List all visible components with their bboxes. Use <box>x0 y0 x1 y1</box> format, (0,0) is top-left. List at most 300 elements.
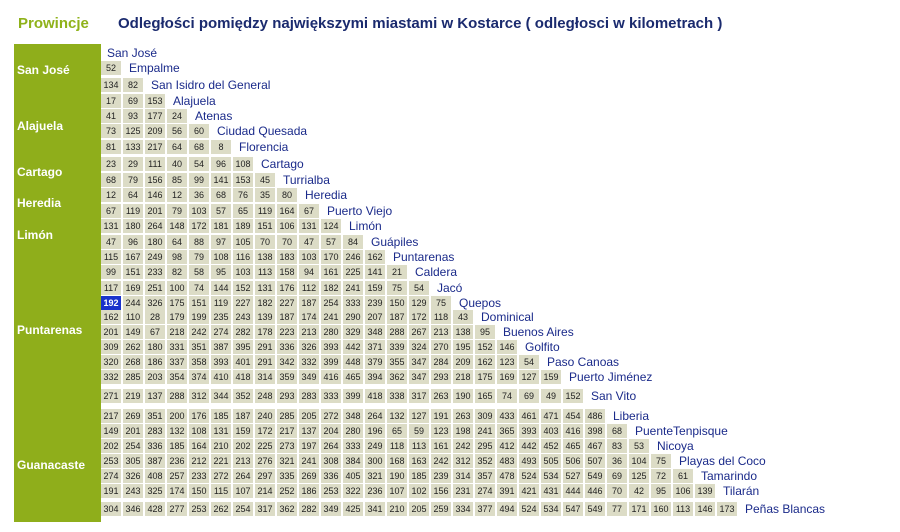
distance-cell: 159 <box>541 370 561 384</box>
distance-cell: 131 <box>255 281 275 295</box>
distance-cell: 317 <box>255 502 275 516</box>
city-label[interactable]: PuenteTenpisque <box>635 424 728 438</box>
distance-cell: 106 <box>673 484 693 498</box>
city-label[interactable]: Ciudad Quesada <box>217 124 308 138</box>
distance-cell: 207 <box>365 310 385 324</box>
distance-cell: 195 <box>453 340 473 354</box>
city-label[interactable]: Puerto Viejo <box>327 204 393 218</box>
distance-cell: 52 <box>101 61 121 75</box>
distance-cell: 67 <box>145 325 165 339</box>
distance-cell: 68 <box>189 140 209 154</box>
distance-cell: 168 <box>387 454 407 468</box>
distance-cell: 505 <box>541 454 561 468</box>
distance-cell: 274 <box>211 325 231 339</box>
distance-cell: 309 <box>475 409 495 423</box>
distance-cell: 151 <box>123 265 143 279</box>
distance-cell: 151 <box>189 296 209 310</box>
distance-cell: 113 <box>255 265 275 279</box>
distance-cell: 134 <box>101 78 121 92</box>
distance-cell: 175 <box>475 370 495 384</box>
distance-cell: 324 <box>409 340 429 354</box>
distance-cell: 82 <box>123 78 143 92</box>
distance-cell: 82 <box>167 265 187 279</box>
distance-cell: 162 <box>475 355 495 369</box>
distance-cell: 76 <box>233 188 253 202</box>
distance-cell: 446 <box>585 484 605 498</box>
distance-cell: 352 <box>233 389 253 403</box>
distance-cell: 506 <box>563 454 583 468</box>
distance-cell: 93 <box>123 109 143 123</box>
distance-cell: 241 <box>475 424 495 438</box>
distance-cell: 401 <box>233 355 253 369</box>
distance-cell: 64 <box>167 140 187 154</box>
distance-cell: 322 <box>343 484 363 498</box>
distance-cell: 204 <box>321 424 341 438</box>
distance-cell: 335 <box>277 469 297 483</box>
distance-cell: 132 <box>387 409 407 423</box>
distance-cell: 431 <box>541 484 561 498</box>
distance-cell: 295 <box>475 439 495 453</box>
distance-cell: 218 <box>167 325 187 339</box>
distance-cell: 454 <box>563 409 583 423</box>
distance-cell: 486 <box>585 409 605 423</box>
province-label: Heredia <box>17 196 62 210</box>
city-label[interactable]: Paso Canoas <box>547 355 620 369</box>
distance-cell: 248 <box>255 389 275 403</box>
distance-cell: 308 <box>321 454 341 468</box>
distance-cell: 326 <box>123 469 143 483</box>
distance-cell: 253 <box>321 484 341 498</box>
distance-cell: 167 <box>123 250 143 264</box>
distance-cell: 218 <box>453 370 473 384</box>
city-label[interactable]: Liberia <box>613 409 650 423</box>
distance-cell: 146 <box>497 340 517 354</box>
distance-cell: 253 <box>189 502 209 516</box>
distance-cell: 467 <box>585 439 605 453</box>
distance-cell: 214 <box>255 484 275 498</box>
distance-cell: 83 <box>607 439 627 453</box>
distance-cell: 200 <box>167 409 187 423</box>
city-label[interactable]: San Vito <box>591 389 637 403</box>
distance-cell: 284 <box>431 355 451 369</box>
distance-cell: 176 <box>277 281 297 295</box>
distance-cell: 273 <box>277 439 297 453</box>
distance-cell: 108 <box>233 157 253 171</box>
distance-cell: 180 <box>145 340 165 354</box>
distance-cell: 352 <box>475 454 495 468</box>
distance-cell: 172 <box>255 424 275 438</box>
distance-cell: 171 <box>629 502 649 516</box>
distance-cell: 119 <box>211 296 231 310</box>
distance-cell: 365 <box>497 424 517 438</box>
distance-cell: 196 <box>365 424 385 438</box>
distance-cell: 448 <box>343 355 363 369</box>
distance-cell: 333 <box>321 389 341 403</box>
distance-cell: 280 <box>343 424 363 438</box>
distance-cell: 99 <box>101 265 121 279</box>
distance-cell: 153 <box>145 94 165 108</box>
distance-cell: 43 <box>453 310 473 324</box>
distance-cell: 191 <box>431 409 451 423</box>
city-label[interactable]: Florencia <box>239 140 289 154</box>
distance-cell: 210 <box>211 439 231 453</box>
distance-cell: 175 <box>167 296 187 310</box>
distance-cell: 161 <box>321 265 341 279</box>
distance-cell: 74 <box>189 281 209 295</box>
distance-cell: 272 <box>211 469 231 483</box>
distance-cell: 199 <box>189 310 209 324</box>
distance-cell: 264 <box>365 409 385 423</box>
distance-cell: 336 <box>145 439 165 453</box>
distance-cell: 107 <box>233 484 253 498</box>
distance-cell: 225 <box>343 265 363 279</box>
distance-cell: 283 <box>299 389 319 403</box>
city-label[interactable]: Cartago <box>261 157 304 171</box>
distance-cell: 177 <box>145 109 165 123</box>
distance-cell: 410 <box>211 370 231 384</box>
distance-cell: 141 <box>365 265 385 279</box>
distance-cell: 80 <box>277 188 297 202</box>
distance-cell: 94 <box>299 265 319 279</box>
distance-cell: 88 <box>189 235 209 249</box>
distance-cell: 210 <box>387 502 407 516</box>
distance-matrix <box>101 0 900 532</box>
city-label[interactable]: Nicoya <box>657 439 694 453</box>
distance-cell: 69 <box>607 469 627 483</box>
city-label[interactable]: Quepos <box>459 296 502 310</box>
distance-cell: 534 <box>541 502 561 516</box>
distance-cell: 263 <box>453 409 473 423</box>
distance-cell: 333 <box>343 296 363 310</box>
distance-cell: 187 <box>233 409 253 423</box>
distance-cell: 162 <box>365 250 385 264</box>
distance-cell: 17 <box>101 94 121 108</box>
distance-cell: 355 <box>387 355 407 369</box>
distance-cell: 242 <box>189 325 209 339</box>
distance-cell: 58 <box>189 265 209 279</box>
city-label[interactable]: Jacó <box>437 281 463 295</box>
distance-cell: 61 <box>673 469 693 483</box>
distance-cell: 103 <box>299 250 319 264</box>
distance-cell: 393 <box>211 355 231 369</box>
distance-cell: 108 <box>189 424 209 438</box>
distance-cell: 132 <box>167 424 187 438</box>
distance-cell: 116 <box>233 250 253 264</box>
distance-cell: 137 <box>145 389 165 403</box>
distance-cell: 493 <box>519 454 539 468</box>
distance-cell: 282 <box>233 325 253 339</box>
distance-cell: 384 <box>343 454 363 468</box>
distance-cell: 344 <box>211 389 231 403</box>
distance-cell: 187 <box>299 296 319 310</box>
distance-cell: 75 <box>431 296 451 310</box>
city-label[interactable]: Atenas <box>195 109 233 123</box>
distance-cell: 182 <box>255 296 275 310</box>
distance-cell: 138 <box>255 250 275 264</box>
distance-cell: 351 <box>189 340 209 354</box>
distance-cell: 285 <box>123 370 143 384</box>
distance-cell: 164 <box>277 204 297 218</box>
distance-cell: 59 <box>409 424 429 438</box>
distance-cell: 112 <box>299 281 319 295</box>
distance-cell: 233 <box>145 265 165 279</box>
distance-cell: 267 <box>409 325 429 339</box>
distance-cell: 180 <box>123 219 143 233</box>
distance-cell: 387 <box>211 340 231 354</box>
city-label[interactable]: Alajuela <box>173 94 216 108</box>
distance-cell: 202 <box>101 439 121 453</box>
distance-cell: 141 <box>211 173 231 187</box>
distance-cell: 236 <box>365 484 385 498</box>
distance-cell: 359 <box>277 370 297 384</box>
distance-cell: 68 <box>211 188 231 202</box>
distance-cell: 72 <box>651 469 671 483</box>
distance-cell: 326 <box>145 296 165 310</box>
distance-cell: 148 <box>167 219 187 233</box>
distance-cell: 274 <box>101 469 121 483</box>
distance-cell: 354 <box>167 370 187 384</box>
distance-cell: 65 <box>233 204 253 218</box>
city-label[interactable]: Puntarenas <box>393 250 455 264</box>
distance-cell: 150 <box>387 296 407 310</box>
distance-cell: 416 <box>563 424 583 438</box>
city-label[interactable]: San Isidro del General <box>151 78 271 92</box>
distance-cell: 524 <box>519 502 539 516</box>
distance-cell: 304 <box>101 502 121 516</box>
distance-cell: 362 <box>387 370 407 384</box>
distance-cell: 549 <box>585 502 605 516</box>
distance-cell: 300 <box>365 454 385 468</box>
distance-cell: 264 <box>145 219 165 233</box>
distance-cell: 152 <box>233 281 253 295</box>
distance-cell: 244 <box>123 296 143 310</box>
distance-cell: 201 <box>101 325 121 339</box>
distance-cell: 36 <box>189 188 209 202</box>
distance-cell: 412 <box>497 439 517 453</box>
distance-cell: 337 <box>167 355 187 369</box>
distance-cell: 161 <box>431 439 451 453</box>
distance-cell: 339 <box>387 340 407 354</box>
distance-cell: 235 <box>211 310 231 324</box>
distance-cell: 320 <box>101 355 121 369</box>
distance-cell: 393 <box>519 424 539 438</box>
distance-cell: 348 <box>343 409 363 423</box>
province-label: San José <box>17 63 70 77</box>
distance-cell: 198 <box>453 424 473 438</box>
distance-cell: 428 <box>145 502 165 516</box>
city-label[interactable]: Turrialba <box>283 173 330 187</box>
city-label[interactable]: Tamarindo <box>701 469 758 483</box>
distance-cell: 118 <box>387 439 407 453</box>
distance-cell: 394 <box>365 370 385 384</box>
distance-cell: 312 <box>189 389 209 403</box>
distance-cell: 125 <box>123 124 143 138</box>
province-label: Guanacaste <box>17 458 86 472</box>
distance-cell: 549 <box>585 469 605 483</box>
distance-cell: 305 <box>123 454 143 468</box>
distance-cell: 314 <box>255 370 275 384</box>
distance-cell: 113 <box>409 439 429 453</box>
distance-cell: 158 <box>277 265 297 279</box>
distance-cell: 181 <box>211 219 231 233</box>
distance-cell: 371 <box>365 340 385 354</box>
distance-cell: 201 <box>123 424 143 438</box>
distance-cell: 191 <box>101 484 121 498</box>
distance-cell: 241 <box>321 310 341 324</box>
city-label[interactable]: Caldera <box>415 265 458 279</box>
distance-cell: 173 <box>717 502 737 516</box>
city-label[interactable]: Playas del Coco <box>679 454 766 468</box>
distance-cell: 117 <box>101 281 121 295</box>
distance-cell: 115 <box>101 250 121 264</box>
distance-cell: 45 <box>255 173 275 187</box>
distance-cell: 336 <box>321 469 341 483</box>
distance-cell: 282 <box>299 502 319 516</box>
distance-cell: 242 <box>431 454 451 468</box>
distance-cell: 156 <box>431 484 451 498</box>
city-label[interactable]: Guápiles <box>371 235 419 249</box>
distance-cell: 137 <box>299 424 319 438</box>
distance-cell: 358 <box>189 355 209 369</box>
distance-cell: 79 <box>167 204 187 218</box>
distance-cell: 64 <box>123 188 143 202</box>
distance-cell: 111 <box>145 157 165 171</box>
distance-cell: 342 <box>277 355 297 369</box>
city-label[interactable]: Golfito <box>525 340 560 354</box>
city-label[interactable]: Empalme <box>129 61 180 75</box>
distance-cell: 36 <box>607 454 627 468</box>
distance-cell: 418 <box>365 389 385 403</box>
distance-cell: 524 <box>519 469 539 483</box>
distance-cell: 8 <box>211 140 231 154</box>
distance-cell: 185 <box>211 409 231 423</box>
distance-cell: 84 <box>343 235 363 249</box>
distance-cell: 465 <box>563 439 583 453</box>
distance-cell: 478 <box>497 469 517 483</box>
distance-cell: 357 <box>475 469 495 483</box>
distance-cell: 399 <box>343 389 363 403</box>
distance-cell: 293 <box>277 389 297 403</box>
distance-cell: 398 <box>585 424 605 438</box>
distance-cell: 374 <box>189 370 209 384</box>
distance-cell: 239 <box>365 296 385 310</box>
distance-cell: 452 <box>541 439 561 453</box>
distance-cell: 288 <box>387 325 407 339</box>
distance-cell: 241 <box>343 281 363 295</box>
distance-cell: 138 <box>453 325 473 339</box>
distance-cell: 74 <box>497 389 517 403</box>
province-sidebar <box>14 44 101 522</box>
distance-cell: 75 <box>387 281 407 295</box>
distance-cell: 262 <box>211 502 231 516</box>
distance-cell: 334 <box>453 502 473 516</box>
distance-cell: 183 <box>277 250 297 264</box>
distance-cell: 403 <box>541 424 561 438</box>
distance-cell: 95 <box>211 265 231 279</box>
distance-cell: 47 <box>101 235 121 249</box>
distance-cell: 264 <box>233 469 253 483</box>
city-label[interactable]: Peñas Blancas <box>745 502 826 516</box>
distance-cell: 107 <box>387 484 407 498</box>
city-label[interactable]: Tilarán <box>723 484 760 498</box>
city-label[interactable]: Heredia <box>305 188 348 202</box>
distance-cell: 325 <box>145 484 165 498</box>
distance-cell: 212 <box>189 454 209 468</box>
distance-cell: 433 <box>497 409 517 423</box>
distance-cell: 153 <box>233 173 253 187</box>
distance-cell: 57 <box>321 235 341 249</box>
distance-cell: 95 <box>651 484 671 498</box>
city-label[interactable]: Dominical <box>481 310 534 324</box>
distance-cell: 139 <box>695 484 715 498</box>
distance-cell: 151 <box>255 219 275 233</box>
distance-cell: 272 <box>321 409 341 423</box>
distance-cell: 53 <box>629 439 649 453</box>
city-label[interactable]: Buenos Aires <box>503 325 574 339</box>
distance-cell: 180 <box>145 235 165 249</box>
distance-cell: 254 <box>233 502 253 516</box>
distance-cell: 314 <box>453 469 473 483</box>
distance-cell: 277 <box>167 502 187 516</box>
distance-cell: 170 <box>321 250 341 264</box>
city-label[interactable]: Puerto Jiménez <box>569 370 653 384</box>
distance-cell: 239 <box>431 469 451 483</box>
distance-cell: 408 <box>145 469 165 483</box>
distance-cell: 346 <box>123 502 143 516</box>
distance-cell: 67 <box>299 204 319 218</box>
distance-cell: 56 <box>167 124 187 138</box>
distance-cell: 290 <box>343 310 363 324</box>
distance-cell: 70 <box>255 235 275 249</box>
distance-cell: 203 <box>145 370 165 384</box>
distance-cell: 129 <box>409 296 429 310</box>
distance-cell: 341 <box>365 502 385 516</box>
distance-cell: 47 <box>299 235 319 249</box>
distance-cell: 77 <box>607 502 627 516</box>
distance-cell: 97 <box>211 235 231 249</box>
distance-cell: 280 <box>321 325 341 339</box>
distance-cell: 219 <box>123 389 143 403</box>
distance-cell: 187 <box>387 310 407 324</box>
distance-cell: 268 <box>123 355 143 369</box>
distance-cell: 127 <box>409 409 429 423</box>
distance-cell: 269 <box>299 469 319 483</box>
distance-cell: 99 <box>189 173 209 187</box>
distance-cell: 96 <box>123 235 143 249</box>
distance-cell: 123 <box>431 424 451 438</box>
distance-cell: 57 <box>211 204 231 218</box>
distance-cell: 274 <box>475 484 495 498</box>
distance-cell: 349 <box>299 370 319 384</box>
distance-cell: 139 <box>255 310 275 324</box>
distance-cell: 217 <box>277 424 297 438</box>
distance-cell: 288 <box>167 389 187 403</box>
distance-cell: 201 <box>145 204 165 218</box>
city-label[interactable]: San José <box>107 46 158 60</box>
distance-cell: 221 <box>211 454 231 468</box>
distance-cell: 271 <box>101 389 121 403</box>
distance-cell: 351 <box>145 409 165 423</box>
distance-cell: 102 <box>409 484 429 498</box>
distance-cell: 165 <box>475 389 495 403</box>
page-title: Odległości pomiędzy największymi miastami w Kostarce ( odległosci w kilometrach ) <box>118 15 723 32</box>
distance-cell: 317 <box>409 389 429 403</box>
distance-cell: 187 <box>277 310 297 324</box>
distance-cell: 105 <box>233 235 253 249</box>
city-label[interactable]: Limón <box>349 219 382 233</box>
distance-cell: 421 <box>519 484 539 498</box>
distance-cell: 416 <box>321 370 341 384</box>
